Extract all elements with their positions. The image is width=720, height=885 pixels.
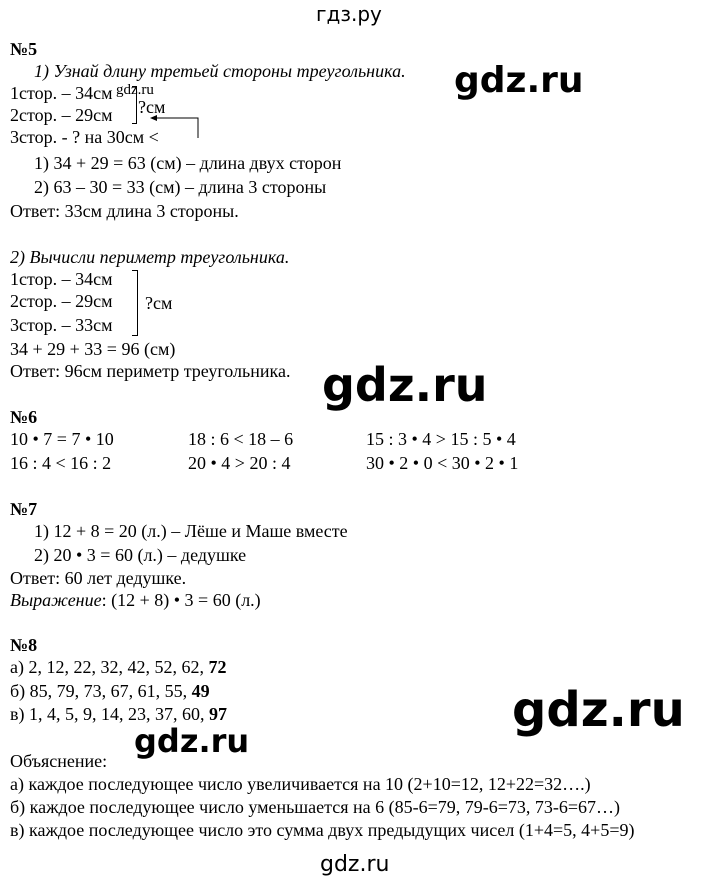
task5-step2: 2) 63 – 30 = 33 (см) – длина 3 стороны [34,177,327,197]
task8-seq-c-text: в) 1, 4, 5, 9, 14, 23, 37, 60, [10,704,209,724]
task5-arrow [150,110,202,140]
task8-seq-b-answer: 49 [191,681,210,701]
task8-seq-b [10,680,210,702]
task6-r2c3: 30 • 2 • 0 < 30 • 2 • 1 [366,453,519,473]
task5-p2-side1: 1стор. – 34см [10,269,113,289]
task8-explanation-a: а) каждое последующее число увеличивается на 10 (2+10=12, 12+22=32….) [10,774,591,794]
task5-answer2: Ответ: 96см периметр треугольника. [10,361,291,381]
task6-r2c1: 16 : 4 < 16 : 2 [10,453,112,473]
task5-part1-text: 1) Узнай длину третьей стороны треугольника. [34,61,406,81]
task8-seq-a-answer: 72 [208,657,227,677]
task7-expression-line [10,589,261,611]
task8-seq-b-text: б) 85, 79, 73, 67, 61, 55, [10,681,192,701]
task6-r1c3: 15 : 3 • 4 > 15 : 5 • 4 [366,429,516,449]
task8-title: №8 [10,635,38,655]
task8-seq-a [10,656,226,678]
task6-r1c2: 18 : 6 < 18 – 6 [188,429,294,449]
task5-side3: 3стор. - ? на 30см < [10,127,159,147]
watermark: gdz.ru [454,60,584,101]
task8-seq-a-text: а) 2, 12, 22, 32, 42, 52, 62, [10,657,209,677]
task8-explanation-title: Объяснение: [10,751,108,771]
task6-title: №6 [10,407,38,427]
task5-side1: 1стор. – 34см [10,83,113,103]
task7-expression: : (12 + 8) • 3 = 60 (л.) [101,590,261,610]
task5-p2-side3: 3стор. – 33см [10,315,113,335]
watermark: gdz.ru [116,82,154,98]
task8-explanation-c: в) каждое последующее число это сумма двух предыдущих чисел (1+4=5, 4+5=9) [10,820,635,840]
task5-step1: 1) 34 + 29 = 63 (см) – длина двух сторон [34,153,342,173]
task7-expression-label: Выражение [10,590,102,610]
task5-p2-side2: 2стор. – 29см [10,291,113,311]
task5-p2-question: ?см [145,293,173,313]
task5-side2: 2стор. – 29см [10,105,113,125]
task7-step2: 2) 20 • 3 = 60 (л.) – дедушке [34,545,247,565]
watermark: gdz.ru [134,722,250,760]
task7-step1: 1) 12 + 8 = 20 (л.) – Лёше и Маше вместе [34,521,348,541]
task5-part2-text: 2) Вычисли периметр треугольника. [10,247,290,267]
watermark: gdz.ru [322,358,488,412]
task5-p2-bracket [132,270,138,336]
task5-title: №5 [10,39,38,59]
task7-answer: Ответ: 60 лет дедушке. [10,568,187,588]
watermark: gdz.ru [512,682,685,738]
task6-r2c2: 20 • 4 > 20 : 4 [188,453,291,473]
site-header: гдз.ру [316,2,382,26]
watermark: gdz.ru [320,852,390,877]
task8-explanation-b: б) каждое последующее число уменьшается на 6 (85-6=79, 79-6=73, 73-6=67…) [10,797,621,817]
task5-p2-expression: 34 + 29 + 33 = 96 (см) [10,339,176,359]
task6-r1c1: 10 • 7 = 7 • 10 [10,429,114,449]
task5-answer1: Ответ: 33см длина 3 стороны. [10,201,239,221]
task5-question: ?см [138,97,166,117]
task7-title: №7 [10,499,38,519]
task8-seq-c-answer: 97 [209,704,227,724]
